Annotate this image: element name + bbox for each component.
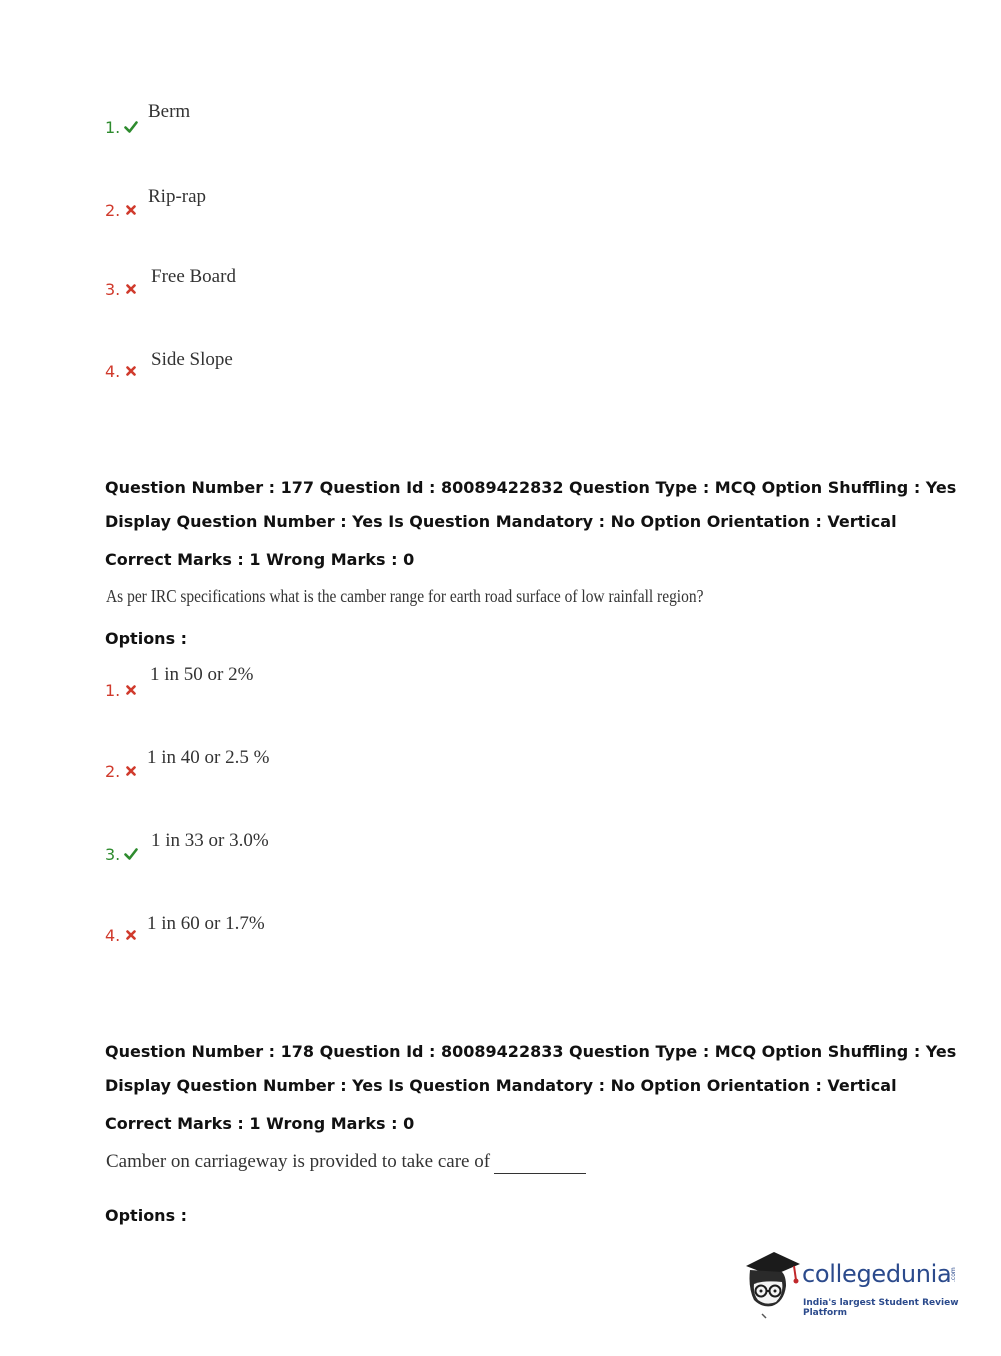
option-2 (105, 201, 138, 220)
cross-icon (124, 928, 138, 942)
option-number: 2. (105, 201, 121, 220)
logo-tagline: India's largest Student Review Platform (803, 1298, 959, 1318)
question-meta-line2: Display Question Number : Yes Is Question Mandatory : No Option Orientation : Vertical (105, 512, 897, 531)
option-3 (105, 845, 138, 864)
option-number: 1. (105, 681, 121, 700)
question-marks: Correct Marks : 1 Wrong Marks : 0 (105, 550, 415, 569)
option-text: Berm (148, 101, 191, 122)
question-text: As per IRC specifications what is the camber range for earth road surface of low rainfall region? (106, 586, 704, 606)
question-meta-line1: Question Number : 178 Question Id : 80089422833 Question Type : MCQ Option Shuffling : Yes (105, 1042, 957, 1061)
options-label: Options : (105, 629, 188, 648)
option-text: 1 in 40 or 2.5 % (147, 747, 270, 768)
option-text: Side Slope (151, 349, 233, 370)
option-number: 3. (105, 280, 121, 299)
cross-icon (124, 364, 138, 378)
option-number: 1. (105, 118, 121, 137)
options-label: Options : (105, 1206, 188, 1225)
option-3 (105, 280, 138, 299)
cross-icon (124, 282, 138, 296)
option-4 (105, 926, 138, 945)
option-4 (105, 362, 138, 381)
logo-suffix-wrap (950, 1260, 968, 1288)
mascot-icon (740, 1248, 802, 1318)
option-text: 1 in 50 or 2% (150, 664, 254, 685)
cross-icon (124, 683, 138, 697)
option-text: 1 in 33 or 3.0% (151, 830, 269, 851)
option-1 (105, 681, 138, 700)
option-text: Free Board (151, 266, 236, 287)
option-number: 2. (105, 762, 121, 781)
question-text (106, 1151, 586, 1174)
collegedunia-logo (740, 1246, 970, 1320)
option-1 (105, 118, 138, 137)
question-meta-line2: Display Question Number : Yes Is Question Mandatory : No Option Orientation : Vertical (105, 1076, 897, 1095)
question-text-body: Camber on carriageway is provided to take care of (106, 1151, 491, 1172)
logo-wordmark: collegedunia (802, 1260, 952, 1288)
cross-icon (124, 203, 138, 217)
question-meta-line1: Question Number : 177 Question Id : 80089422832 Question Type : MCQ Option Shuffling : Yes (105, 478, 957, 497)
fill-in-blank (494, 1151, 586, 1174)
option-number: 4. (105, 362, 121, 381)
logo-suffix: .com (950, 1267, 957, 1282)
cross-icon (124, 764, 138, 778)
check-icon (124, 120, 138, 134)
option-number: 4. (105, 926, 121, 945)
option-number: 3. (105, 845, 121, 864)
option-text: 1 in 60 or 1.7% (147, 913, 265, 934)
question-marks: Correct Marks : 1 Wrong Marks : 0 (105, 1114, 415, 1133)
option-2 (105, 762, 138, 781)
option-text: Rip-rap (148, 186, 207, 207)
check-icon (124, 847, 138, 861)
